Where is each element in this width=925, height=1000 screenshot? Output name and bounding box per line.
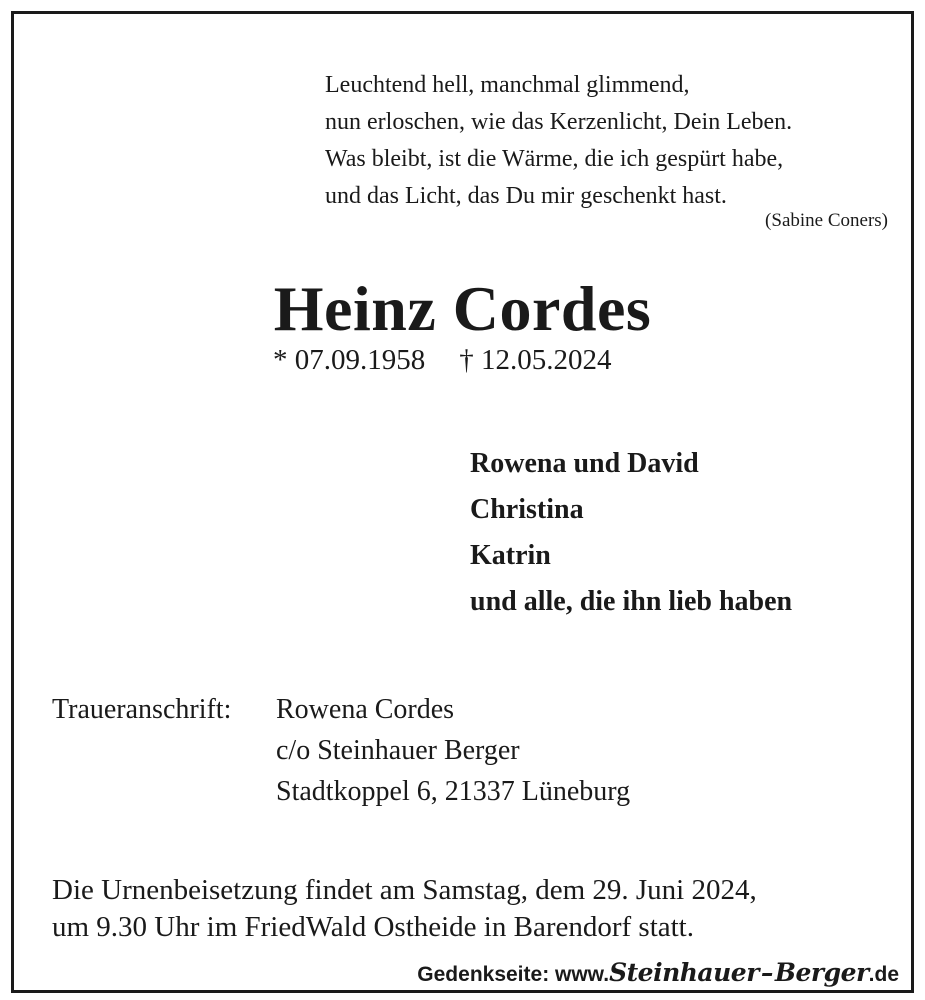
address-label: Traueranschrift: <box>52 694 232 725</box>
brand-part-2: Berger <box>774 958 869 987</box>
brand-dash: – <box>760 958 773 987</box>
mourners-list <box>470 441 792 625</box>
mourning-address <box>52 689 630 812</box>
obituary-frame <box>11 11 914 993</box>
life-dates <box>273 344 612 377</box>
mourner: Katrin <box>470 540 551 571</box>
mourner: Rowena und David <box>470 448 699 479</box>
notice-line: Die Urnenbeisetzung findet am Samstag, dem 29. Juni 2024, <box>52 874 757 906</box>
footer-prefix: Gedenkseite: www. <box>417 963 610 986</box>
address-line: c/o Steinhauer Berger <box>276 735 520 766</box>
memorial-page-link[interactable] <box>417 958 899 987</box>
deceased-name: Heinz Cordes <box>273 273 652 344</box>
mourner: Christina <box>470 494 584 525</box>
poem-line: nun erloschen, wie das Kerzenlicht, Dein Leben. <box>325 109 793 135</box>
footer-suffix: .de <box>868 963 899 986</box>
address-line: Rowena Cordes <box>276 694 455 725</box>
poem-line: Leuchtend hell, manchmal glimmend, <box>325 72 690 98</box>
poem-line: und das Licht, das Du mir geschenkt hast. <box>325 183 727 209</box>
death-date: † 12.05.2024 <box>459 344 612 376</box>
poem <box>325 67 792 215</box>
birth-date: * 07.09.1958 <box>273 344 426 376</box>
mourner: und alle, die ihn lieb haben <box>470 586 793 617</box>
poem-line: Was bleibt, ist die Wärme, die ich gespürt habe, <box>325 146 784 172</box>
brand-part-1: Steinhauer <box>609 958 759 987</box>
burial-notice <box>52 872 757 946</box>
address-line: Stadtkoppel 6, 21337 Lüneburg <box>276 776 631 807</box>
poem-author: (Sabine Coners) <box>765 210 888 231</box>
notice-line: um 9.30 Uhr im FriedWald Ostheide in Barendorf statt. <box>52 911 694 943</box>
